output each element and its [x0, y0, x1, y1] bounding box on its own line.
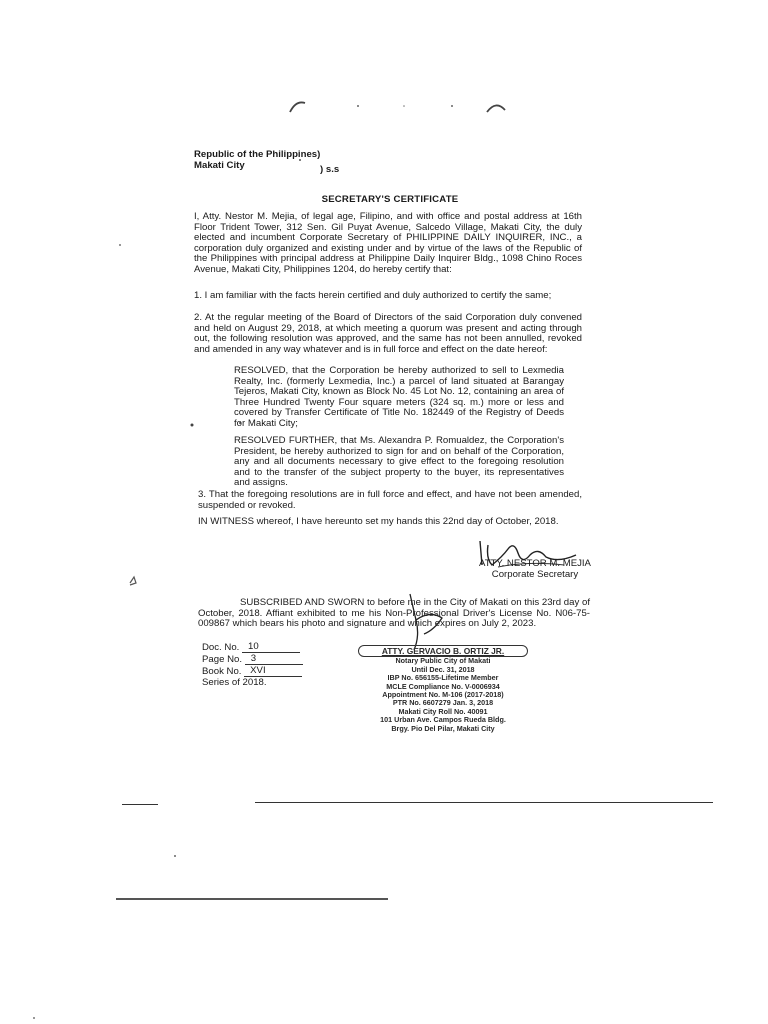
- signatory-block: [470, 559, 600, 580]
- doc-number-label: Doc. No.: [202, 642, 240, 653]
- book-number-row: [202, 665, 332, 677]
- witness-clause: IN WITNESS whereof, I have hereunto set my hands this 22nd day of October, 2018.: [198, 516, 559, 527]
- notarial-register: [202, 641, 332, 688]
- notary-line-4: MCLE Compliance No. V-0006934: [386, 681, 500, 691]
- notary-line-9: Brgy. Pio Del Pilar, Makati City: [391, 723, 495, 733]
- page-number-row: [202, 653, 332, 665]
- notary-line-6: PTR No. 6607279 Jan. 3, 2018: [392, 698, 494, 708]
- divider-line-short-left: [122, 804, 158, 805]
- item-2: 2. At the regular meeting of the Board of Directors of the said Corporation duly convened and held on August 29, 2018, at which meeting a quorum was present and acting through out, the following resolution was approved, and the same has not been annulled, revoked and amended in any way whatever and is in full force and effect on the date hereof:: [194, 312, 582, 355]
- item-1: 1. I am familiar with the facts herein certified and duly authorized to certify the same;: [194, 290, 552, 301]
- notary-line-8: 101 Urban Ave. Campos Rueda Bldg.: [380, 715, 506, 725]
- venue-line-2: [194, 159, 394, 175]
- venue-ss: ) s.s: [320, 163, 340, 175]
- notary-name: ATTY. GERVACIO B. ORTIZ JR.: [358, 645, 528, 657]
- page-title: SECRETARY'S CERTIFICATE: [321, 194, 459, 205]
- jurat-paragraph: SUBSCRIBED AND SWORN to before me in the City of Makati on this 23rd day of October, 2018. Affiant exhibited to me his Non-Professional Driver's License No. N06-75-009867 which bears his photo and signature and which expires on July 2, 2023.: [198, 597, 590, 630]
- notary-line-1: Notary Public City of Makati: [395, 656, 491, 666]
- notary-stamp: [358, 645, 528, 733]
- intro-paragraph: I, Atty. Nestor M. Mejia, of legal age, Filipino, and with office and postal address at 16th Floor Trident Tower, 312 Sen. Gil Puyat Avenue, Salcedo Village, Makati City, the duly elected and incumbent Corporate Secretary of PHILIPPINE DAILY INQUIRER, INC., a corporation duly organized and existing under and by virtue of the laws of the Republic of the Philippines with principal address at Philippine Daily Inquirer Bldg., 1098 Chino Roces Avenue, Makati City, Philippines 1204, do hereby certify that:: [194, 211, 582, 275]
- notary-line-3: IBP No. 656155-Lifetime Member: [387, 673, 499, 683]
- divider-line-bottom: [116, 898, 388, 900]
- venue-block: [194, 149, 394, 175]
- venue-line-1: Republic of the Philippines): [194, 149, 321, 160]
- page-number-value: 3: [245, 653, 303, 665]
- page-number-label: Page No.: [202, 654, 243, 665]
- item-3: 3. That the foregoing resolutions are in full force and effect, and have not been amended, suspended or revoked.: [198, 489, 582, 511]
- resolution-2: RESOLVED FURTHER, that Ms. Alexandra P. Romualdez, the Corporation's President, be hereby authorized to sign for and on behalf of the Corporation, any and all documents necessary to give effect to the foregoing resolution and to the transfer of the subject property to the buyer, its representatives and assigns.: [234, 435, 564, 489]
- book-number-label: Book No.: [202, 666, 242, 677]
- book-number-value: XVI: [244, 665, 302, 677]
- notary-line-2: Until Dec. 31, 2018: [411, 664, 475, 674]
- doc-number-row: [202, 641, 332, 653]
- notary-line-5: Appointment No. M-106 (2017-2018): [382, 690, 504, 700]
- series-year: Series of 2018.: [202, 677, 267, 688]
- signatory-name: ATTY. NESTOR M. MEJIA: [479, 558, 591, 569]
- signatory-title: Corporate Secretary: [491, 568, 579, 580]
- venue-city: Makati City: [194, 159, 245, 171]
- divider-line-long: [255, 802, 713, 803]
- doc-number-value: 10: [242, 641, 300, 653]
- resolution-1: RESOLVED, that the Corporation be hereby authorized to sell to Lexmedia Realty, Inc. (formerly Lexmedia, Inc.) a parcel of land situated at Barangay Tejeros, Makati City, known as Block No. 45 Lot No. 12, containing an area of Three Hundred Twenty Four square meters (324 sq. m.) more or less and covered by Transfer Certificate of Title No. 182449 of the Registry of Deeds for Makati City;: [234, 365, 564, 429]
- notary-line-7: Makati City Roll No. 40091: [398, 706, 488, 716]
